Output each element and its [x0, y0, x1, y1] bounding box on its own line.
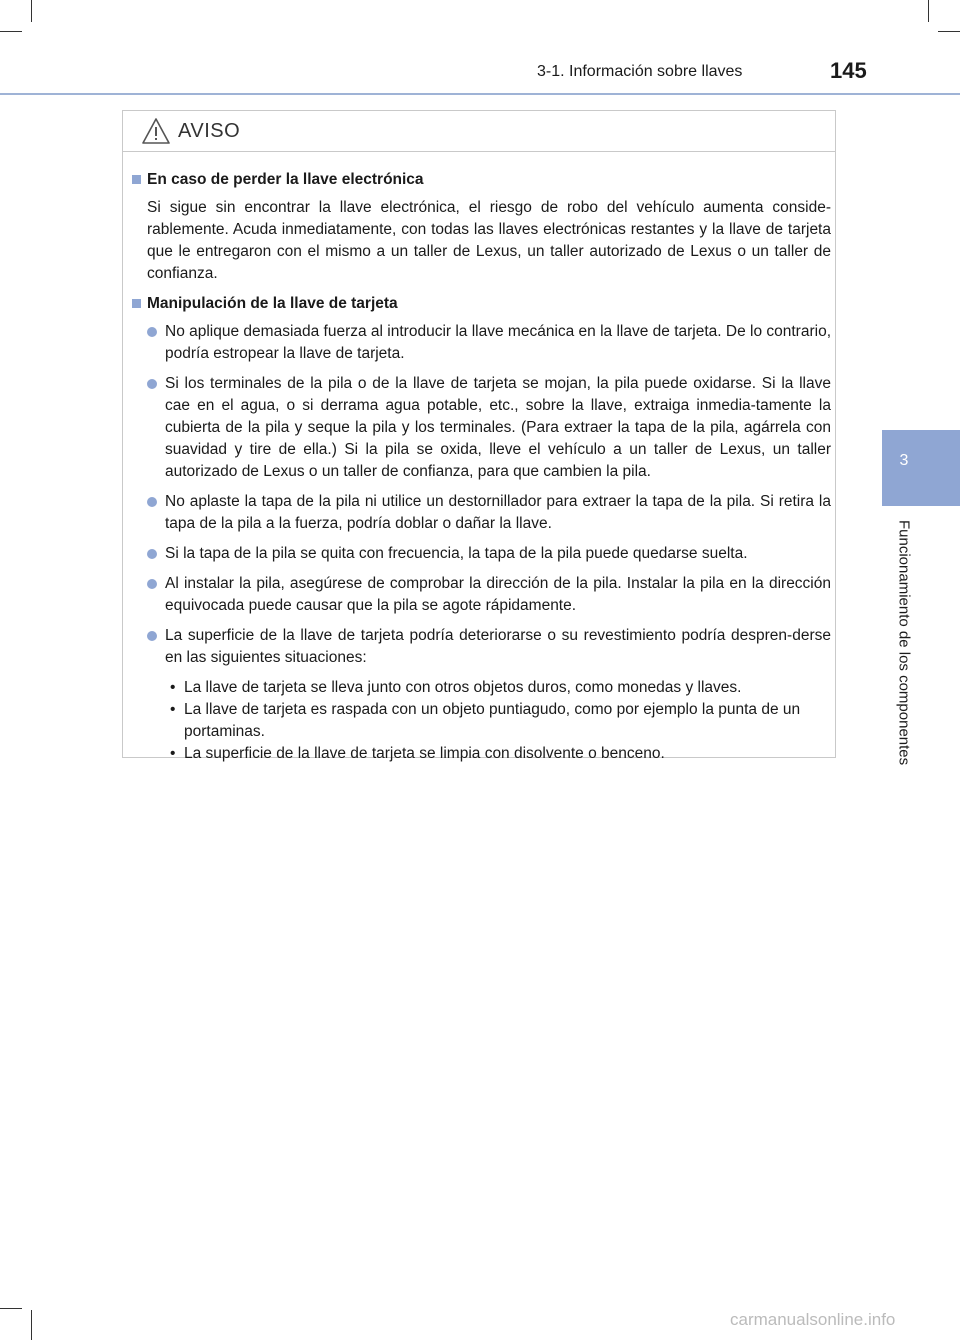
circle-bullet-icon	[147, 497, 157, 507]
circle-bullet-icon	[147, 549, 157, 559]
dot-bullet-icon: •	[170, 701, 176, 718]
sub-list-item: • La superficie de la llave de tarjeta se limpia con disolvente o benceno.	[129, 743, 831, 765]
list-item: La superficie de la llave de tarjeta podría deteriorarse o su revestimiento podría despren-derse en las siguientes situaciones:	[129, 625, 831, 669]
header-rule	[0, 93, 960, 95]
dot-bullet-icon: •	[170, 679, 176, 696]
chapter-tab	[882, 430, 960, 506]
warning-box	[122, 110, 836, 762]
circle-bullet-icon	[147, 579, 157, 589]
warning-triangle-icon	[141, 117, 171, 145]
circle-bullet-icon	[147, 631, 157, 641]
watermark: carmanualsonline.info	[730, 1310, 896, 1329]
paragraph: Si sigue sin encontrar la llave electrónica, el riesgo de robo del vehículo aumenta conside-rablemente. Acuda inmediatamente, con todas las llaves electrónicas restantes y la llave de tarjeta que le entregaron con el mismo a un taller de Lexus, un taller autorizado de Lexus o un taller de confianza.	[147, 199, 831, 282]
warning-content	[129, 169, 831, 765]
warning-header	[123, 111, 835, 152]
warning-title: AVISO	[178, 120, 241, 142]
list-item: No aplaste la tapa de la pila ni utilice un destornillador para extraer la tapa de la pila. Si retira la tapa de la pila a la fuerza, podría doblar o dañar la llave.	[129, 491, 831, 535]
square-bullet-icon	[132, 299, 141, 308]
crop-mark	[31, 0, 32, 22]
list-item: Al instalar la pila, asegúrese de comprobar la dirección de la pila. Instalar la pila en la dirección equivocada puede causar que la pila se agote rápidamente.	[129, 573, 831, 617]
circle-bullet-icon	[147, 327, 157, 337]
list-item: Si los terminales de la pila o de la llave de tarjeta se mojan, la pila puede oxidarse. Si la llave cae en el agua, o si derrama agua potable, etc., sobre la llave, extraiga inmedia-tamente la cubierta de la pila y seque la pila y los terminales. (Para extraer la tapa de la pila, agárrela con suavidad y tire de ella.) Si la pila se oxida, lleve el vehículo a un taller de Lexus, un taller autorizado de Lexus o un taller de confianza, para que cambien la pila.	[129, 373, 831, 483]
crop-mark	[0, 1308, 22, 1309]
crop-mark	[928, 0, 929, 22]
crop-mark	[938, 31, 960, 32]
circle-bullet-icon	[147, 379, 157, 389]
sub-list-item: • La llave de tarjeta se lleva junto con otros objetos duros, como monedas y llaves.	[129, 677, 831, 699]
section-heading: En caso de perder la llave electrónica	[129, 169, 831, 191]
chapter-number: 3	[899, 452, 909, 469]
chapter-title: Funcionamiento de los componentes	[895, 520, 913, 766]
square-bullet-icon	[132, 175, 141, 184]
crop-mark	[31, 1310, 32, 1340]
list-item: No aplique demasiada fuerza al introducir la llave mecánica en la llave de tarjeta. De lo contrario, podría estropear la llave de tarjeta.	[129, 321, 831, 365]
section-heading: Manipulación de la llave de tarjeta	[129, 293, 831, 315]
list-item: Si la tapa de la pila se quita con frecuencia, la tapa de la pila puede quedarse suelta.	[129, 543, 831, 565]
chapter-title-vertical	[880, 520, 928, 800]
crop-mark	[0, 31, 22, 32]
dot-bullet-icon: •	[170, 745, 176, 762]
page-number: 145	[830, 58, 867, 83]
sub-list-item: • La llave de tarjeta es raspada con un objeto puntiagudo, como por ejemplo la punta de un portaminas.	[170, 701, 801, 740]
section-title: 3-1. Información sobre llaves	[537, 63, 743, 80]
